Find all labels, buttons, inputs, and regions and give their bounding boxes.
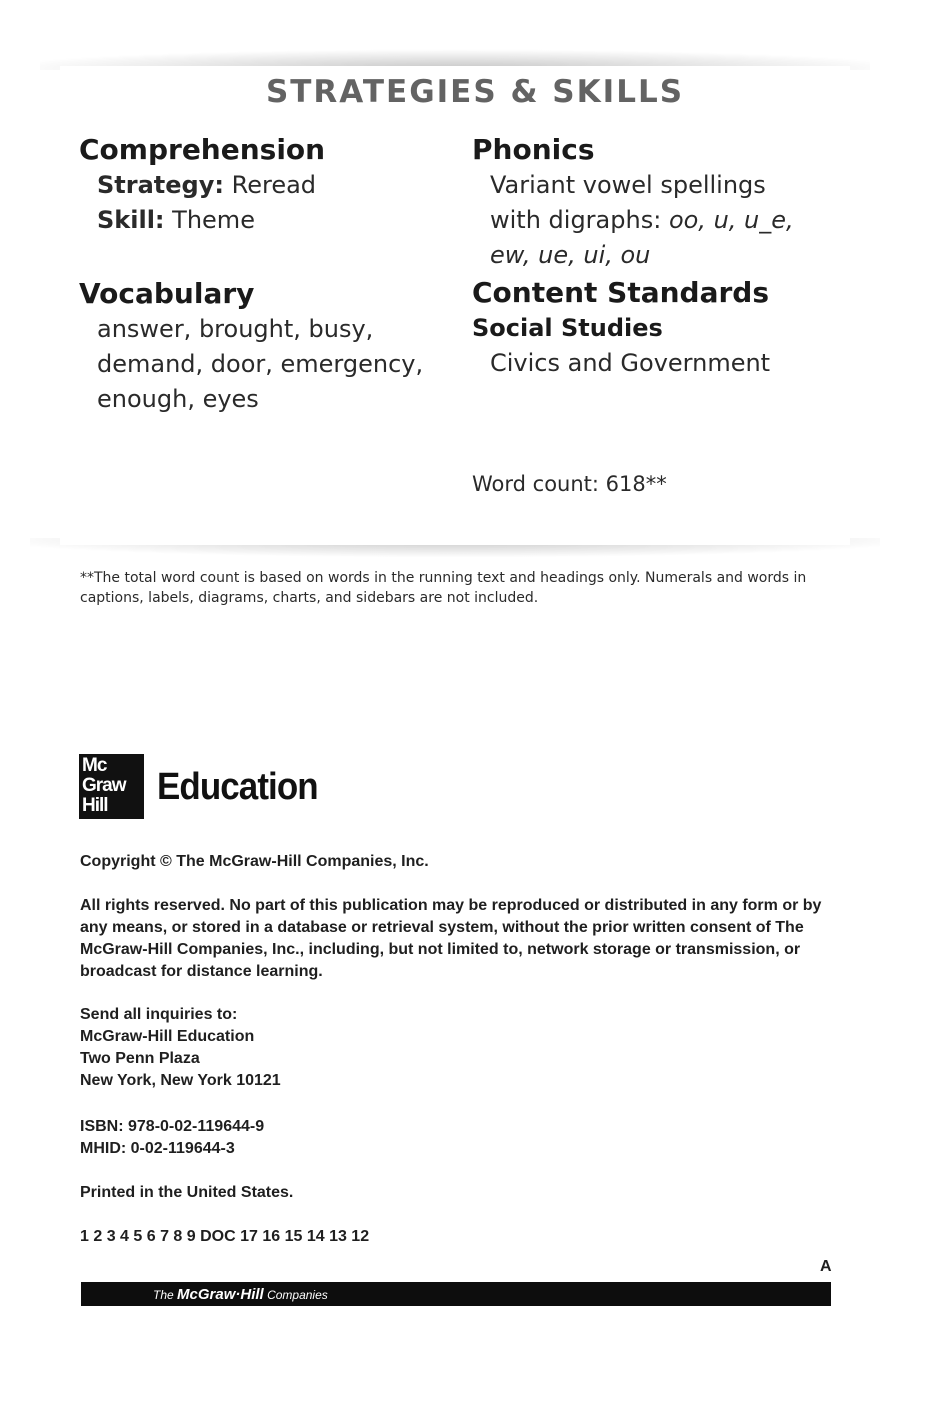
identifier-block [80, 1116, 840, 1160]
skill-line [79, 203, 423, 238]
phonics-digraphs: ew, ue, ui, ou [490, 241, 651, 269]
phonics-heading: Phonics [472, 133, 595, 166]
rights-line: McGraw-Hill Companies, Inc., including, but not limited to, network storage or transmission, or [80, 941, 801, 958]
printing-line [80, 1226, 840, 1248]
phonics-line [472, 203, 794, 238]
address-block [80, 1004, 840, 1092]
phonics-digraphs: oo, u, u_e, [668, 206, 794, 234]
logo-wordmark: Education [157, 766, 318, 808]
phonics-prefix: with digraphs: [490, 206, 662, 234]
logo-mark-line: Graw [82, 775, 126, 796]
logo-mark-line: Hill [82, 795, 108, 816]
address-line: New York, New York 10121 [80, 1072, 281, 1089]
rights-line: All rights reserved. No part of this publication may be reproduced or distributed in any form or by [80, 897, 822, 914]
rights-line: broadcast for distance learning. [80, 963, 323, 980]
subject-heading: Social Studies [472, 314, 663, 342]
address-line: Send all inquiries to: [80, 1006, 238, 1023]
address-line: McGraw-Hill Education [80, 1028, 255, 1045]
comprehension-heading: Comprehension [79, 133, 326, 166]
phonics-line: Variant vowel spellings [490, 171, 766, 199]
printed-text: Printed in the United States. [80, 1184, 294, 1201]
footer-bar [81, 1282, 831, 1306]
address-line: Two Penn Plaza [80, 1050, 200, 1067]
footnote: **The total word count is based on words in the running text and headings only. Numerals and words in captions, labels, diagrams, charts, and sidebars are not included. [80, 570, 807, 606]
right-column [472, 132, 794, 381]
vocabulary-line: enough, eyes [97, 385, 259, 413]
mhid: MHID: 0-02-119644-3 [80, 1140, 235, 1157]
skill-value: Theme [172, 206, 255, 234]
footer-companies: Companies [267, 1288, 328, 1302]
content-standards-heading: Content Standards [472, 276, 769, 309]
word-count: Word count: 618** [472, 472, 667, 496]
isbn: ISBN: 978-0-02-119644-9 [80, 1118, 265, 1135]
vocabulary-line: demand, door, emergency, [97, 350, 424, 378]
footer-brand-name: McGraw·Hill [177, 1286, 264, 1303]
skill-label: Skill: [97, 206, 165, 234]
page-title: STRATEGIES & SKILLS [265, 74, 685, 110]
vocabulary-line: answer, brought, busy, [97, 315, 374, 343]
strategy-line [79, 168, 423, 203]
phonics-line [472, 238, 794, 273]
rights-paragraph [80, 895, 840, 983]
printed-line [80, 1182, 840, 1204]
rights-line: any means, or stored in a database or retrieval system, without the prior written consent of The [80, 919, 804, 936]
subject-topic: Civics and Government [490, 349, 771, 377]
strategy-value: Reread [231, 171, 317, 199]
footer-the: The [153, 1288, 174, 1302]
vocabulary-heading: Vocabulary [79, 277, 255, 310]
left-column [79, 132, 423, 417]
logo-mark-line: Mc [82, 755, 107, 776]
copyright-text: Copyright © The McGraw-Hill Companies, Inc. [80, 853, 429, 870]
strategy-label: Strategy: [97, 171, 224, 199]
copyright-line [80, 851, 840, 873]
page-letter: A [820, 1258, 832, 1275]
footer-brand [153, 1286, 328, 1303]
mcgraw-hill-logo-mark [79, 754, 144, 819]
printing-numbers: 1 2 3 4 5 6 7 8 9 DOC 17 16 15 14 13 12 [80, 1228, 370, 1245]
